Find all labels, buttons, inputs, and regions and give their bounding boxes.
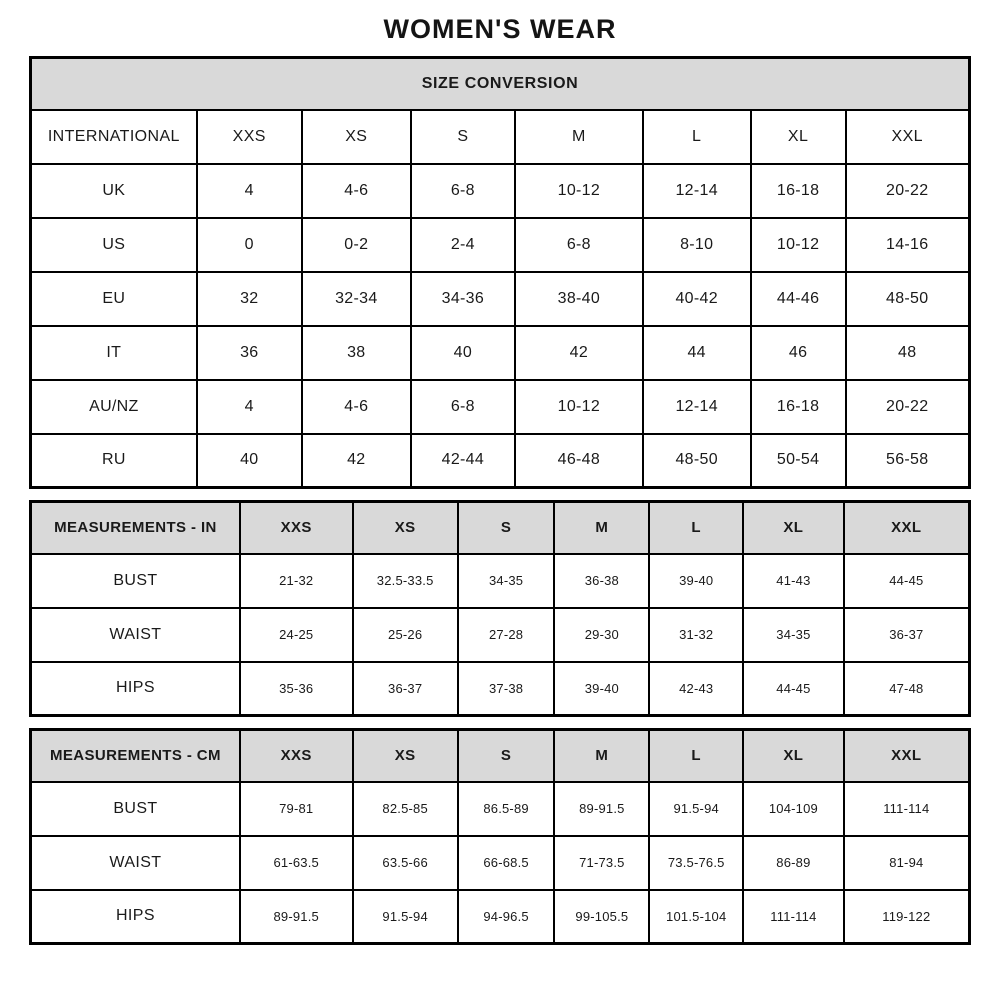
size-conversion-value-cell: 10-12	[515, 164, 643, 218]
column-header-s: S	[458, 730, 555, 782]
measurements-cm-body	[31, 782, 970, 944]
measurements-cm-value-cell: 86-89	[743, 836, 843, 890]
size-conversion-value-cell: 40-42	[643, 272, 751, 326]
measurements-cm-value-cell: 71-73.5	[554, 836, 649, 890]
measurements-in-row-label: WAIST	[31, 608, 240, 662]
column-header-xxs: XXS	[240, 730, 353, 782]
size-conversion-value-cell: 38-40	[515, 272, 643, 326]
size-conversion-value-cell: 20-22	[846, 380, 970, 434]
column-header-xxl: XXL	[844, 502, 970, 554]
measurements-cm-value-cell: 61-63.5	[240, 836, 353, 890]
column-header-m: M	[554, 502, 649, 554]
measurements-cm-value-cell: 89-91.5	[240, 890, 353, 944]
size-conversion-value-cell: 40	[411, 326, 515, 380]
table-row	[31, 272, 970, 326]
size-conversion-row-label: UK	[31, 164, 197, 218]
column-header-xs: XS	[353, 730, 458, 782]
column-header-l: L	[643, 110, 751, 164]
measurements-in-value-cell: 36-37	[844, 608, 970, 662]
measurements-cm-title: MEASUREMENTS - CM	[31, 730, 240, 782]
measurements-in-value-cell: 27-28	[458, 608, 555, 662]
size-conversion-value-cell: 6-8	[411, 380, 515, 434]
measurements-in-columns-row	[31, 502, 970, 554]
size-conversion-value-cell: 10-12	[515, 380, 643, 434]
measurements-in-value-cell: 32.5-33.5	[353, 554, 458, 608]
size-conversion-row-label: AU/NZ	[31, 380, 197, 434]
measurements-cm-value-cell: 119-122	[844, 890, 970, 944]
measurements-cm-value-cell: 101.5-104	[649, 890, 743, 944]
measurements-in-row-label: HIPS	[31, 662, 240, 716]
measurements-cm-columns-row	[31, 730, 970, 782]
measurements-cm-value-cell: 66-68.5	[458, 836, 555, 890]
column-header-xl: XL	[743, 730, 843, 782]
table-row	[31, 890, 970, 944]
size-conversion-banner-row	[31, 58, 970, 110]
size-conversion-value-cell: 6-8	[411, 164, 515, 218]
size-conversion-value-cell: 8-10	[643, 218, 751, 272]
size-conversion-value-cell: 0	[197, 218, 302, 272]
size-conversion-value-cell: 46	[751, 326, 846, 380]
measurements-cm-row-label: WAIST	[31, 836, 240, 890]
size-conversion-value-cell: 48	[846, 326, 970, 380]
table-row	[31, 782, 970, 836]
table-row	[31, 662, 970, 716]
measurements-cm-value-cell: 89-91.5	[554, 782, 649, 836]
column-header-xl: XL	[743, 502, 843, 554]
measurements-in-value-cell: 34-35	[458, 554, 555, 608]
size-conversion-value-cell: 38	[302, 326, 411, 380]
size-conversion-value-cell: 48-50	[643, 434, 751, 488]
size-conversion-value-cell: 2-4	[411, 218, 515, 272]
size-conversion-value-cell: 44	[643, 326, 751, 380]
size-conversion-value-cell: 42	[515, 326, 643, 380]
size-conversion-value-cell: 12-14	[643, 164, 751, 218]
column-header-s: S	[458, 502, 555, 554]
measurements-in-title: MEASUREMENTS - IN	[31, 502, 240, 554]
measurements-in-value-cell: 34-35	[743, 608, 843, 662]
measurements-in-table	[29, 500, 971, 717]
measurements-in-value-cell: 47-48	[844, 662, 970, 716]
measurements-cm-value-cell: 111-114	[743, 890, 843, 944]
measurements-in-value-cell: 36-38	[554, 554, 649, 608]
column-header-xxs: XXS	[240, 502, 353, 554]
measurements-cm-value-cell: 73.5-76.5	[649, 836, 743, 890]
table-row	[31, 380, 970, 434]
measurements-in-value-cell: 21-32	[240, 554, 353, 608]
measurements-cm-value-cell: 104-109	[743, 782, 843, 836]
measurements-cm-row-label: HIPS	[31, 890, 240, 944]
measurements-cm-value-cell: 86.5-89	[458, 782, 555, 836]
measurements-cm-value-cell: 91.5-94	[353, 890, 458, 944]
measurements-cm-value-cell: 99-105.5	[554, 890, 649, 944]
table-row	[31, 608, 970, 662]
measurements-cm-row-label: BUST	[31, 782, 240, 836]
size-conversion-row-label: IT	[31, 326, 197, 380]
table-row	[31, 218, 970, 272]
size-conversion-value-cell: 56-58	[846, 434, 970, 488]
size-conversion-value-cell: 4	[197, 380, 302, 434]
table-row	[31, 164, 970, 218]
measurements-in-body	[31, 554, 970, 716]
column-header-s: S	[411, 110, 515, 164]
measurements-in-value-cell: 29-30	[554, 608, 649, 662]
measurements-in-value-cell: 44-45	[844, 554, 970, 608]
size-conversion-row-label: RU	[31, 434, 197, 488]
size-conversion-value-cell: 12-14	[643, 380, 751, 434]
size-conversion-value-cell: 14-16	[846, 218, 970, 272]
size-conversion-value-cell: 46-48	[515, 434, 643, 488]
measurements-cm-value-cell: 82.5-85	[353, 782, 458, 836]
measurements-cm-table	[29, 728, 971, 945]
size-conversion-row-label: EU	[31, 272, 197, 326]
size-conversion-value-cell: 36	[197, 326, 302, 380]
measurements-in-value-cell: 35-36	[240, 662, 353, 716]
size-conversion-value-cell: 32-34	[302, 272, 411, 326]
measurements-in-value-cell: 36-37	[353, 662, 458, 716]
table-row	[31, 434, 970, 488]
size-conversion-value-cell: 16-18	[751, 164, 846, 218]
size-conversion-value-cell: 50-54	[751, 434, 846, 488]
column-header-xl: XL	[751, 110, 846, 164]
size-conversion-value-cell: 44-46	[751, 272, 846, 326]
measurements-cm-value-cell: 91.5-94	[649, 782, 743, 836]
size-conversion-value-cell: 0-2	[302, 218, 411, 272]
measurements-cm-value-cell: 94-96.5	[458, 890, 555, 944]
size-conversion-value-cell: 42-44	[411, 434, 515, 488]
measurements-in-value-cell: 44-45	[743, 662, 843, 716]
measurements-in-value-cell: 39-40	[649, 554, 743, 608]
size-conversion-value-cell: 40	[197, 434, 302, 488]
size-conversion-value-cell: 42	[302, 434, 411, 488]
measurements-in-value-cell: 39-40	[554, 662, 649, 716]
measurements-in-value-cell: 24-25	[240, 608, 353, 662]
measurements-in-value-cell: 37-38	[458, 662, 555, 716]
size-conversion-title: SIZE CONVERSION	[31, 58, 970, 110]
size-conversion-value-cell: 16-18	[751, 380, 846, 434]
size-conversion-row-label: US	[31, 218, 197, 272]
measurements-in-value-cell: 42-43	[649, 662, 743, 716]
measurements-in-value-cell: 31-32	[649, 608, 743, 662]
measurements-cm-value-cell: 81-94	[844, 836, 970, 890]
size-conversion-table	[29, 56, 971, 489]
page-title: WOMEN'S WEAR	[383, 14, 617, 44]
measurements-in-value-cell: 25-26	[353, 608, 458, 662]
column-header-m: M	[515, 110, 643, 164]
column-header-m: M	[554, 730, 649, 782]
column-header-xxl: XXL	[844, 730, 970, 782]
measurements-cm-value-cell: 79-81	[240, 782, 353, 836]
column-header-xxs: XXS	[197, 110, 302, 164]
column-header-l: L	[649, 502, 743, 554]
measurements-cm-value-cell: 63.5-66	[353, 836, 458, 890]
measurements-in-row-label: BUST	[31, 554, 240, 608]
size-conversion-value-cell: 10-12	[751, 218, 846, 272]
size-conversion-value-cell: 20-22	[846, 164, 970, 218]
size-conversion-value-cell: 4-6	[302, 380, 411, 434]
column-header-international: INTERNATIONAL	[31, 110, 197, 164]
size-conversion-value-cell: 34-36	[411, 272, 515, 326]
size-conversion-body	[31, 164, 970, 488]
column-header-xs: XS	[353, 502, 458, 554]
size-conversion-value-cell: 48-50	[846, 272, 970, 326]
size-conversion-columns-row	[31, 110, 970, 164]
column-header-xs: XS	[302, 110, 411, 164]
measurements-cm-value-cell: 111-114	[844, 782, 970, 836]
table-row	[31, 554, 970, 608]
table-row	[31, 326, 970, 380]
measurements-in-value-cell: 41-43	[743, 554, 843, 608]
column-header-xxl: XXL	[846, 110, 970, 164]
column-header-l: L	[649, 730, 743, 782]
table-row	[31, 836, 970, 890]
size-conversion-value-cell: 4	[197, 164, 302, 218]
size-conversion-value-cell: 32	[197, 272, 302, 326]
size-conversion-value-cell: 6-8	[515, 218, 643, 272]
size-conversion-value-cell: 4-6	[302, 164, 411, 218]
